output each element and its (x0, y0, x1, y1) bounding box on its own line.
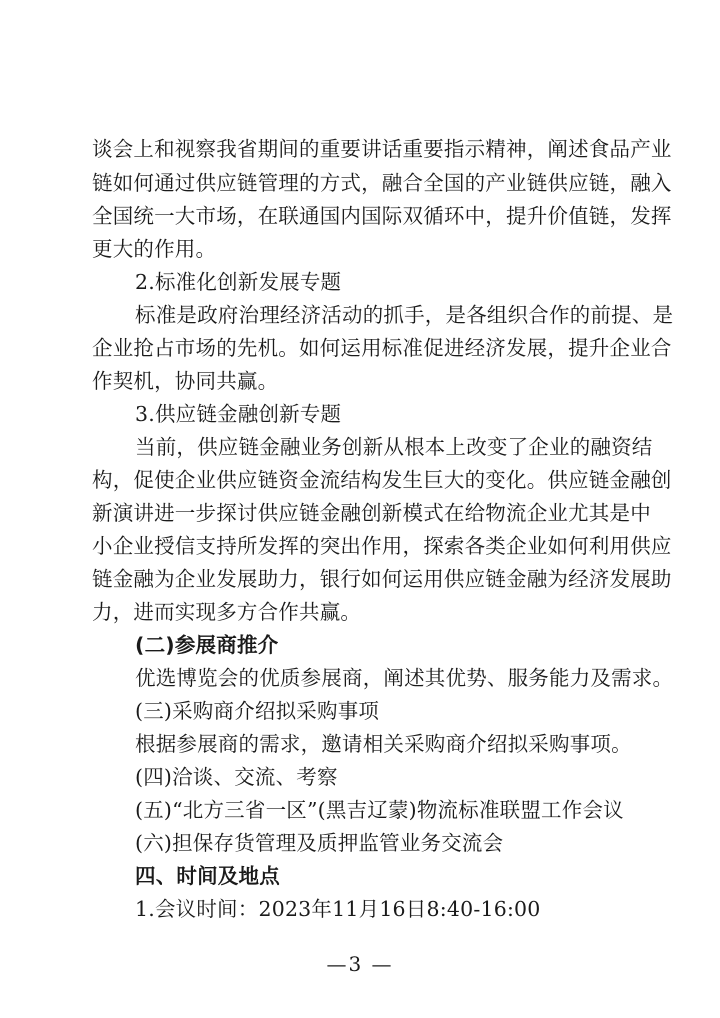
paragraph-line: 力，进而实现多方合作共赢。 (92, 600, 362, 624)
page-number: —3 — (326, 952, 394, 976)
item-heading-standardization: 2.标准化创新发展专题 (135, 270, 342, 294)
paragraph-line: 小企业授信支持所发挥的突出作用，探索各类企业如何利用供应 (92, 534, 672, 558)
section-heading-buyer-introduction: (三)采购商介绍拟采购事项 (135, 699, 380, 723)
section-text: 优选博览会的优质参展商，阐述其优势、服务能力及需求。 (135, 666, 674, 690)
paragraph-line: 标准是政府治理经济活动的抓手，是各组织合作的前提、是 (135, 303, 674, 327)
meeting-time: 1.会议时间：2023年11月16日8:40-16:00 (135, 897, 541, 921)
paragraph-line: 谈会上和视察我省期间的重要讲话重要指示精神，阐述食品产业 (92, 137, 672, 161)
section-text: 根据参展商的需求，邀请相关采购商介绍拟采购事项。 (135, 732, 632, 756)
paragraph-line: 企业抢占市场的先机。如何运用标准促进经济发展，提升企业合 (92, 336, 672, 360)
section-heading-exhibitor-promotion: (二)参展商推介 (135, 633, 279, 657)
paragraph-line: 当前，供应链金融业务创新从根本上改变了企业的融资结 (135, 435, 653, 459)
paragraph-line: 链金融为企业发展助力，银行如何运用供应链金融为经济发展助 (92, 567, 672, 591)
paragraph-line: 链如何通过供应链管理的方式，融合全国的产业链供应链，融入 (92, 171, 672, 195)
paragraph-line: 更大的作用。 (92, 237, 217, 261)
item-heading-supply-chain-finance: 3.供应链金融创新专题 (135, 402, 342, 426)
section-heading-inventory-pledge: (六)担保存货管理及质押监管业务交流会 (135, 831, 504, 855)
paragraph-line: 作契机，协同共赢。 (92, 369, 279, 393)
chapter-heading-time-location: 四、时间及地点 (135, 864, 280, 888)
paragraph-line: 构，促使企业供应链资金流结构发生巨大的变化。供应链金融创 (92, 468, 672, 492)
paragraph-line: 新演讲进一步探讨供应链金融创新模式在给物流企业尤其是中 (92, 501, 651, 525)
section-heading-logistics-alliance: (五)“北方三省一区”(黑吉辽蒙)物流标准联盟工作会议 (135, 798, 624, 822)
section-heading-negotiation: (四)洽谈、交流、考察 (135, 765, 338, 789)
paragraph-line: 全国统一大市场，在联通国内国际双循环中，提升价值链，发挥 (92, 204, 672, 228)
